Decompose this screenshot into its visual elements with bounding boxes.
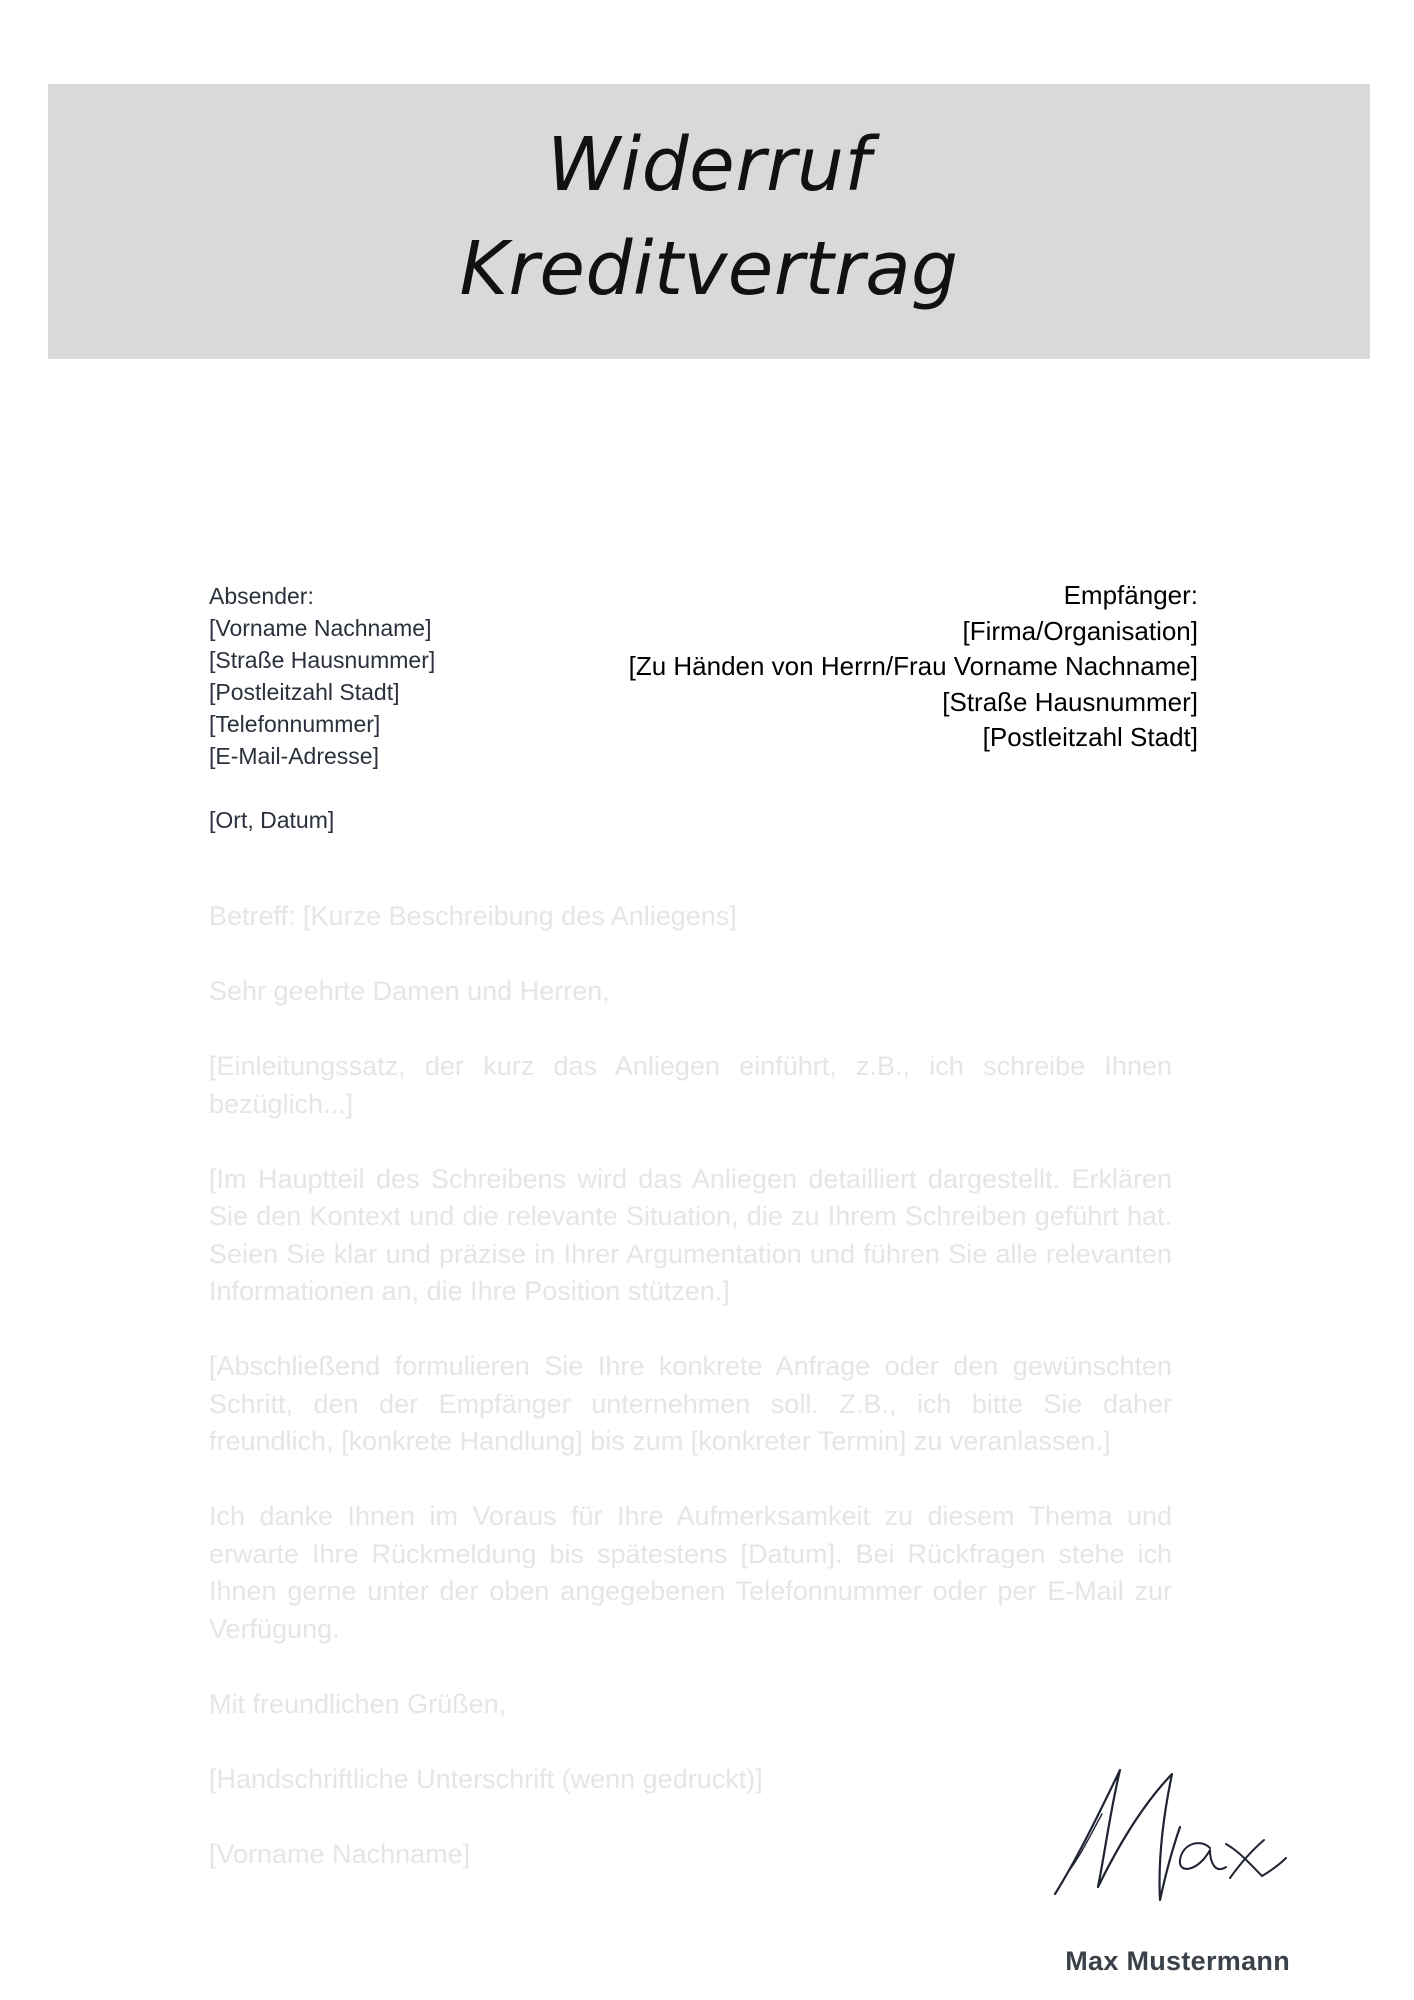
sender-street: [Straße Hausnummer] [209,647,436,673]
spacer [209,772,435,804]
recipient-company: [Firma/Organisation] [962,615,1198,646]
sender-block [209,580,435,836]
sender-phone: [Telefonnummer] [209,711,381,737]
letter-intro: [Einleitungssatz, der kurz das Anliegen einführt, z.B., ich schreibe Ihnen bezüglich...] [209,1051,1172,1119]
recipient-label: Empfänger: [1063,580,1198,610]
sender-city: [Postleitzahl Stadt] [209,679,400,705]
title-line-2: Kreditvertrag [459,226,959,312]
place-date: [Ort, Datum] [209,807,335,833]
recipient-block [629,578,1198,756]
sender-label: Absender: [209,583,314,609]
signature-stroke-m [1055,1770,1180,1900]
sender-email: [E-Mail-Adresse] [209,743,379,769]
recipient-city: [Postleitzahl Stadt] [982,722,1198,752]
signature-stroke-x [1226,1840,1286,1878]
letter-subject: Betreff: [Kurze Beschreibung des Anliegens] [209,901,737,931]
signature-stroke-a [1180,1843,1226,1869]
letter-salutation: Sehr geehrte Damen und Herren, [209,976,610,1006]
name-placeholder: [Vorname Nachname] [209,1838,471,1869]
signature-placeholder: [Handschriftliche Unterschrift (wenn gedruckt)] [209,1763,763,1794]
letter-request: [Abschließend formulieren Sie Ihre konkrete Anfrage oder den gewünschten Schritt, den der Empfänger unternehmen soll. Z.B., ich bitte Sie daher freundlich, [konkrete Handlung] bis zum [konkreter Termin] zu veranlassen.] [209,1351,1172,1456]
printed-name: Max Mustermann [1065,1946,1290,1976]
recipient-attention: [Zu Händen von Herrn/Frau Vorname Nachname] [628,651,1198,681]
letter-thanks: Ich danke Ihnen im Voraus für Ihre Aufmerksamkeit zu diesem Thema und erwarte Ihre Rückmeldung bis spätestens [Datum]. Bei Rückfragen stehe ich Ihnen gerne unter der oben angegebenen Telefonnummer oder per E-Mail zur Verfügung. [209,1501,1172,1644]
title-line-1: Widerruf [546,122,872,208]
letter-closing: Mit freundlichen Grüßen, [209,1688,507,1719]
handwritten-signature [1050,1752,1290,1902]
title-banner [48,84,1370,359]
letter-body [209,898,1172,1911]
letter-main: [Im Hauptteil des Schreibens wird das Anliegen detailliert dargestellt. Erklären Sie den Kontext und die relevante Situation, die zu Ihrem Schreiben geführt hat. Seien Sie klar und präzise in Ihrer Argumentation und führen Sie alle relevanten Informationen an, die Ihre Position stützen.] [209,1163,1172,1306]
recipient-street: [Straße Hausnummer] [942,686,1198,717]
sender-name: [Vorname Nachname] [209,615,432,641]
